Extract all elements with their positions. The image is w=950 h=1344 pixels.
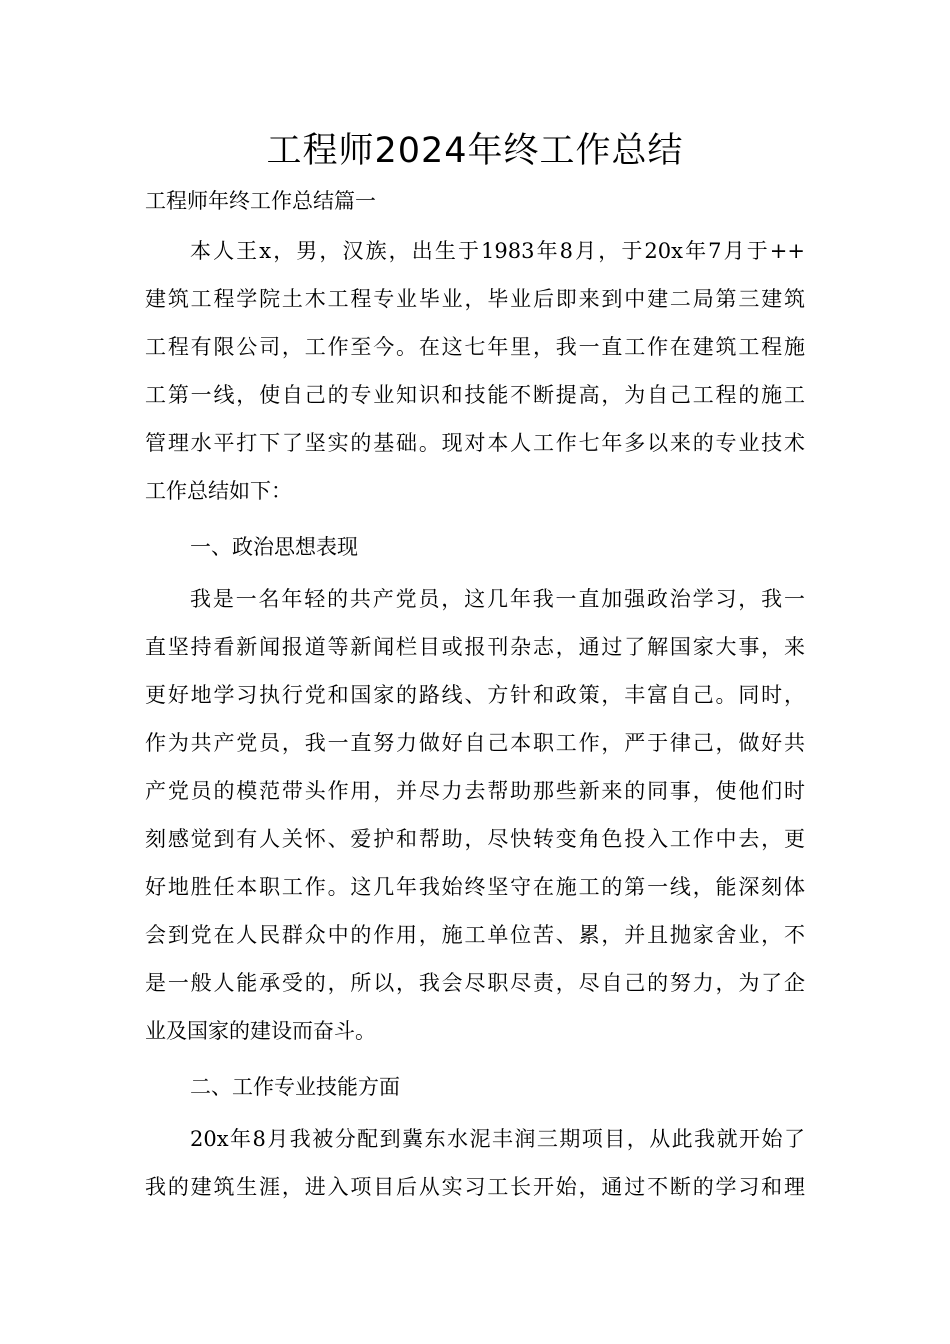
paragraph-line: 本人王x，男，汉族，出生于1983年8月，于20x年7月于++ xyxy=(190,239,805,263)
paragraph-line: 工作总结如下： xyxy=(145,479,292,503)
paragraph-line: 产党员的模范带头作用，并尽力去帮助那些新来的同事，使他们时 xyxy=(145,779,805,803)
paragraph-line: 作为共产党员，我一直努力做好自己本职工作，严于律己，做好共 xyxy=(145,731,805,755)
section-subtitle: 工程师年终工作总结篇一 xyxy=(145,189,376,213)
paragraph-line: 管理水平打下了坚实的基础。现对本人工作七年多以来的专业技术 xyxy=(145,431,805,455)
paragraph-line: 好地胜任本职工作。这几年我始终坚守在施工的第一线，能深刻体 xyxy=(145,875,805,899)
paragraph-line: 我的建筑生涯，进入项目后从实习工长开始，通过不断的学习和理 xyxy=(145,1175,805,1199)
paragraph-line: 20x年8月我被分配到冀东水泥丰润三期项目，从此我就开始了 xyxy=(190,1127,805,1151)
paragraph-line: 工第一线，使自己的专业知识和技能不断提高，为自己工程的施工 xyxy=(145,383,805,407)
section-heading: 二、工作专业技能方面 xyxy=(190,1075,400,1099)
paragraph-line: 刻感觉到有人关怀、爱护和帮助，尽快转变角色投入工作中去，更 xyxy=(145,827,805,851)
paragraph-line: 我是一名年轻的共产党员，这几年我一直加强政治学习，我一 xyxy=(190,587,805,611)
paragraph-line: 业及国家的建设而奋斗。 xyxy=(145,1019,376,1043)
paragraph-line: 是一般人能承受的，所以，我会尽职尽责，尽自己的努力，为了企 xyxy=(145,971,805,995)
paragraph-line: 直坚持看新闻报道等新闻栏目或报刊杂志，通过了解国家大事，来 xyxy=(145,635,805,659)
section-heading: 一、政治思想表现 xyxy=(190,535,358,559)
document-title: 工程师2024年终工作总结 xyxy=(266,131,684,171)
paragraph-line: 更好地学习执行党和国家的路线、方针和政策，丰富自己。同时， xyxy=(145,683,805,707)
paragraph-line: 会到党在人民群众中的作用，施工单位苦、累，并且抛家舍业，不 xyxy=(145,923,805,947)
paragraph-line: 工程有限公司，工作至今。在这七年里，我一直工作在建筑工程施 xyxy=(145,335,805,359)
paragraph-line: 建筑工程学院土木工程专业毕业，毕业后即来到中建二局第三建筑 xyxy=(145,287,805,311)
